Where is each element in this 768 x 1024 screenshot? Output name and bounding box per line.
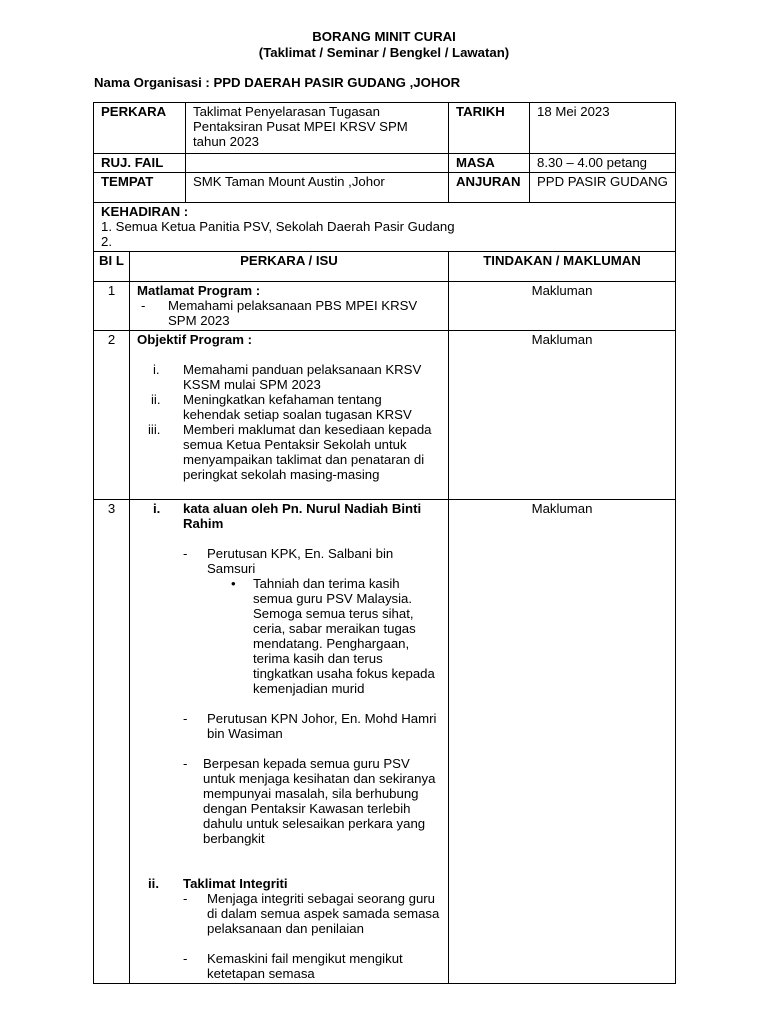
item-1-bil: 1	[94, 282, 130, 331]
header-tindakan: TINDAKAN / MAKLUMAN	[449, 252, 676, 282]
row-rujfail	[94, 154, 676, 173]
item-row-3	[94, 500, 676, 984]
anjuran-label: ANJURAN	[449, 173, 530, 203]
subpoint-3	[137, 756, 441, 846]
perkara-label: PERKARA	[94, 103, 186, 154]
item-2-content	[130, 331, 449, 500]
perkara-value: Taklimat Penyelarasan Tugasan Pentaksiran Pusat MPEI KRSV SPM tahun 2023	[186, 103, 449, 154]
item-1-action: Makluman	[449, 282, 676, 331]
subpoint-5-text: Kemaskini fail mengikut mengikut ketetapan semasa	[207, 951, 403, 981]
row-kehadiran	[94, 203, 676, 252]
tempat-value: SMK Taman Mount Austin ,Johor	[186, 173, 449, 203]
tarikh-value: 18 Mei 2023	[530, 103, 676, 154]
subpoint-4-text: Menjaga integriti sebagai seorang guru di dalam semua aspek samada semasa pelaksanaan dan penilaian	[207, 891, 440, 936]
item-row-1	[94, 282, 676, 331]
subpoint-5	[137, 951, 441, 981]
subpoint-2-text: Perutusan KPN Johor, En. Mohd Hamri bin Wasiman	[207, 711, 437, 741]
objective-1-text: Memahami panduan pelaksanaan KRSV KSSM mulai SPM 2023	[183, 362, 422, 392]
dash-marker: -	[183, 711, 188, 726]
bullet-marker: •	[231, 576, 236, 591]
subpoint-3-text: Berpesan kepada semua guru PSV untuk menjaga kesihatan dan sekiranya mempunyai masalah, sila berhubung dengan Pentaksir Kawasan terlebih dahulu untuk selesaikan perkara yang berbangkit	[203, 756, 436, 846]
item-3-heading-2	[137, 876, 441, 891]
dash-marker: -	[183, 891, 188, 906]
tarikh-label: TARIKH	[449, 103, 530, 154]
roman-marker: ii.	[151, 392, 161, 407]
objective-3	[137, 422, 441, 482]
item-3-action: Makluman	[449, 500, 676, 984]
kehadiran-label: KEHADIRAN :	[101, 204, 189, 219]
kehadiran-line-2: 2.	[101, 234, 112, 249]
roman-marker: ii.	[148, 876, 159, 891]
dash-marker: -	[183, 756, 188, 771]
row-column-headers	[94, 252, 676, 282]
roman-marker: i.	[153, 362, 160, 377]
item-1-point-text: Memahami pelaksanaan PBS MPEI KRSV SPM 2023	[168, 298, 418, 328]
tempat-label: TEMPAT	[94, 173, 186, 203]
dash-marker: -	[183, 951, 188, 966]
item-3-content	[130, 500, 449, 984]
dash-marker: -	[183, 546, 188, 561]
item-1-content	[130, 282, 449, 331]
item-2-heading: Objektif Program :	[137, 332, 253, 347]
objective-2-text: Meningkatkan kefahaman tentang kehendak setiap soalan tugasan KRSV	[183, 392, 412, 422]
subpoint-1	[137, 546, 441, 576]
row-tempat	[94, 173, 676, 203]
item-row-2	[94, 331, 676, 500]
item-3-bil: 3	[94, 500, 130, 984]
subpoint-2	[137, 711, 441, 741]
dash-marker: -	[141, 298, 146, 313]
minutes-table	[93, 102, 676, 984]
row-perkara	[94, 103, 676, 154]
organisation-name: Nama Organisasi : PPD DAERAH PASIR GUDANG ,JOHOR	[94, 75, 461, 90]
subpoint-1-detail-text: Tahniah dan terima kasih semua guru PSV Malaysia. Semoga semua terus sihat, ceria, sabar meraikan tugas mendatang. Penghargaan, terima kasih dan terus tingkatkan usaha fokus kepada kemenjadian murid	[253, 576, 435, 696]
item-1-heading: Matlamat Program :	[137, 283, 261, 298]
item-2-action: Makluman	[449, 331, 676, 500]
rujfail-value	[186, 154, 449, 173]
item-3-heading-2-text: Taklimat Integriti	[183, 876, 288, 891]
objective-2	[137, 392, 441, 422]
masa-label: MASA	[449, 154, 530, 173]
rujfail-label: RUJ. FAIL	[94, 154, 186, 173]
subpoint-4	[137, 891, 441, 936]
form-title: BORANG MINIT CURAI	[312, 29, 456, 44]
masa-value: 8.30 – 4.00 petang	[530, 154, 676, 173]
item-3-heading-1	[137, 501, 441, 531]
form-subtitle: (Taklimat / Seminar / Bengkel / Lawatan)	[258, 45, 510, 60]
kehadiran-line-1: 1. Semua Ketua Panitia PSV, Sekolah Daerah Pasir Gudang	[101, 219, 455, 234]
header-perkara-isu: PERKARA / ISU	[130, 252, 449, 282]
item-2-bil: 2	[94, 331, 130, 500]
objective-3-text: Memberi maklumat dan kesediaan kepada semua Ketua Pentaksir Sekolah untuk menyampaikan taklimat dan penataran di peringkat sekolah masing-masing	[183, 422, 432, 482]
objective-1	[137, 362, 441, 392]
subpoint-1-text: Perutusan KPK, En. Salbani bin Samsuri	[207, 546, 394, 576]
item-3-heading-1-text: kata aluan oleh Pn. Nurul Nadiah Binti Rahim	[183, 501, 422, 531]
subpoint-1-detail	[137, 576, 441, 696]
anjuran-value: PPD PASIR GUDANG	[530, 173, 676, 203]
item-1-point	[137, 298, 441, 328]
roman-marker: iii.	[148, 422, 161, 437]
header-bil: BI L	[94, 252, 130, 282]
roman-marker: i.	[153, 501, 161, 516]
kehadiran-cell	[94, 203, 676, 252]
